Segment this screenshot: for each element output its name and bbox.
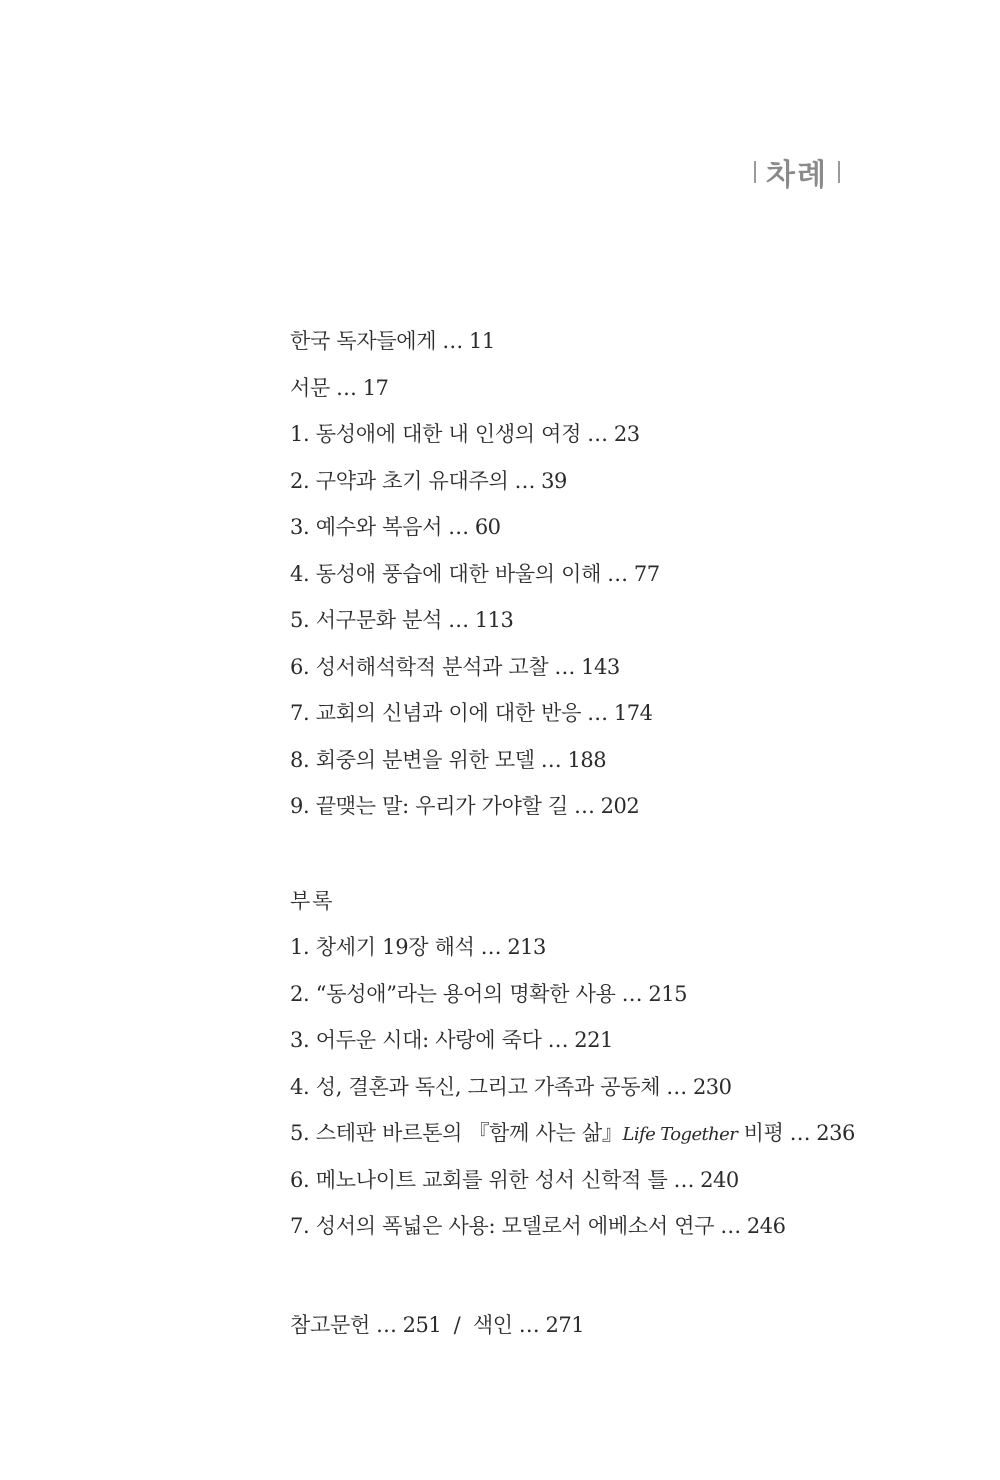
entry-page: 240 bbox=[700, 1167, 739, 1192]
entry-label: 3. 예수와 복음서 bbox=[290, 515, 443, 539]
entry-page: 213 bbox=[507, 935, 546, 959]
entry-page: 221 bbox=[574, 1028, 613, 1052]
toc-entry-preface-korean[interactable] bbox=[290, 318, 890, 365]
toc-entry-chapter-6[interactable] bbox=[290, 644, 890, 691]
toc-entry-chapter-3[interactable] bbox=[290, 504, 890, 551]
toc-entry-chapter-8[interactable] bbox=[290, 737, 890, 784]
entry-ellipsis: … bbox=[666, 1074, 687, 1099]
entry-page: 17 bbox=[362, 375, 389, 400]
entry-label: 4. 동성애 풍습에 대한 바울의 이해 bbox=[290, 561, 602, 586]
toc-entry-chapter-5[interactable] bbox=[290, 597, 890, 644]
entry-label: 9. 끝맺는 말: 우리가 가야할 길 bbox=[290, 794, 568, 818]
entry-label-italic-title: Life Together bbox=[622, 1124, 738, 1145]
toc-entry-chapter-1[interactable] bbox=[290, 411, 890, 458]
entry-label: 2. “동성애”라는 용어의 명확한 사용 bbox=[290, 981, 616, 1006]
entry-label-after: 비평 bbox=[737, 1121, 784, 1145]
entry-page: 202 bbox=[600, 794, 640, 818]
entry-page: 236 bbox=[816, 1121, 855, 1145]
entry-ellipsis: … bbox=[514, 468, 536, 493]
back-matter-divider: / bbox=[453, 1312, 461, 1337]
toc-entry-chapter-7[interactable] bbox=[290, 690, 890, 737]
toc-entry-appendix-3[interactable] bbox=[290, 1017, 890, 1064]
entry-ellipsis: … bbox=[554, 654, 576, 679]
entry-page: 188 bbox=[567, 747, 607, 772]
entry-label: 3. 어두운 시대: 사랑에 죽다 bbox=[290, 1028, 542, 1052]
entry-ellipsis: … bbox=[518, 1312, 540, 1337]
section-spacer bbox=[290, 1250, 890, 1302]
bibliography-label: 참고문헌 bbox=[290, 1312, 370, 1337]
entry-label: 4. 성, 결혼과 독신, 그리고 가족과 공동체 bbox=[290, 1074, 661, 1099]
entry-page: 60 bbox=[474, 515, 501, 539]
entry-ellipsis: … bbox=[789, 1121, 811, 1145]
entry-page: 113 bbox=[474, 608, 514, 632]
entry-page: 174 bbox=[613, 701, 653, 725]
toc-entry-back-matter bbox=[290, 1302, 890, 1349]
entry-ellipsis: … bbox=[442, 329, 463, 353]
section-spacer bbox=[290, 830, 890, 878]
entry-label: 1. 동성애에 대한 내 인생의 여정 bbox=[290, 422, 582, 446]
entry-page: 246 bbox=[746, 1214, 786, 1238]
entry-ellipsis: … bbox=[621, 981, 643, 1006]
entry-label: 6. 성서해석학적 분석과 고찰 bbox=[290, 654, 549, 679]
bibliography-page: 251 bbox=[402, 1312, 442, 1337]
entry-label: 5. 서구문화 분석 bbox=[290, 608, 443, 632]
entry-ellipsis: … bbox=[335, 375, 357, 400]
toc-entry-appendix-6[interactable] bbox=[290, 1157, 890, 1204]
heading-left-bar bbox=[754, 161, 756, 183]
entry-page: 230 bbox=[692, 1074, 732, 1099]
toc-entry-appendix-7[interactable] bbox=[290, 1203, 890, 1250]
entry-page: 215 bbox=[648, 981, 687, 1006]
toc-entry-appendix-4[interactable] bbox=[290, 1064, 890, 1111]
entry-ellipsis: … bbox=[540, 747, 562, 772]
heading-right-bar bbox=[838, 161, 840, 183]
toc-entry-chapter-9[interactable] bbox=[290, 783, 890, 830]
toc-entry-chapter-4[interactable] bbox=[290, 551, 890, 598]
entry-ellipsis: … bbox=[720, 1214, 741, 1238]
entry-page: 23 bbox=[613, 422, 640, 446]
entry-page: 39 bbox=[541, 468, 567, 493]
entry-label: 6. 메노나이트 교회를 위한 성서 신학적 틀 bbox=[290, 1167, 668, 1192]
entry-ellipsis: … bbox=[480, 935, 502, 959]
entry-label: 7. 교회의 신념과 이에 대한 반응 bbox=[290, 701, 582, 725]
entry-ellipsis: … bbox=[547, 1028, 569, 1052]
entry-ellipsis: … bbox=[448, 608, 469, 632]
bibliography-link[interactable] bbox=[290, 1313, 441, 1337]
entry-label-before: 5. 스테판 바르톤의 『함께 사는 삶』 bbox=[290, 1121, 623, 1145]
toc-entry-introduction[interactable] bbox=[290, 365, 890, 412]
entry-ellipsis: … bbox=[607, 561, 628, 586]
entry-label: 한국 독자들에게 bbox=[290, 329, 437, 353]
entry-ellipsis: … bbox=[673, 1167, 695, 1192]
entry-label: 서문 bbox=[290, 375, 330, 400]
entry-ellipsis: … bbox=[573, 794, 595, 818]
index-link[interactable] bbox=[473, 1313, 584, 1337]
entry-label: 1. 창세기 19장 해석 bbox=[290, 935, 475, 959]
entry-ellipsis: … bbox=[587, 701, 608, 725]
entry-page: 143 bbox=[581, 654, 620, 679]
entry-label: 2. 구약과 초기 유대주의 bbox=[290, 468, 509, 493]
toc-entry-appendix-2[interactable] bbox=[290, 971, 890, 1018]
entry-page: 11 bbox=[468, 329, 495, 353]
toc-entry-appendix-1[interactable] bbox=[290, 924, 890, 971]
index-page: 271 bbox=[545, 1312, 585, 1337]
toc-entry-appendix-5[interactable] bbox=[290, 1110, 890, 1157]
table-of-contents bbox=[290, 318, 890, 1348]
toc-heading bbox=[754, 150, 840, 194]
entry-page: 77 bbox=[633, 561, 660, 586]
entry-ellipsis: … bbox=[375, 1312, 397, 1337]
index-label: 색인 bbox=[472, 1312, 513, 1337]
entry-label: 8. 회중의 분변을 위한 모델 bbox=[290, 747, 535, 772]
toc-entry-chapter-2[interactable] bbox=[290, 458, 890, 505]
appendix-title: 부록 bbox=[290, 888, 335, 913]
page-title: 차례 bbox=[766, 158, 828, 193]
entry-label: 7. 성서의 폭넓은 사용: 모델로서 에베소서 연구 bbox=[290, 1214, 715, 1238]
entry-ellipsis: … bbox=[448, 515, 469, 539]
entry-ellipsis: … bbox=[587, 422, 608, 446]
